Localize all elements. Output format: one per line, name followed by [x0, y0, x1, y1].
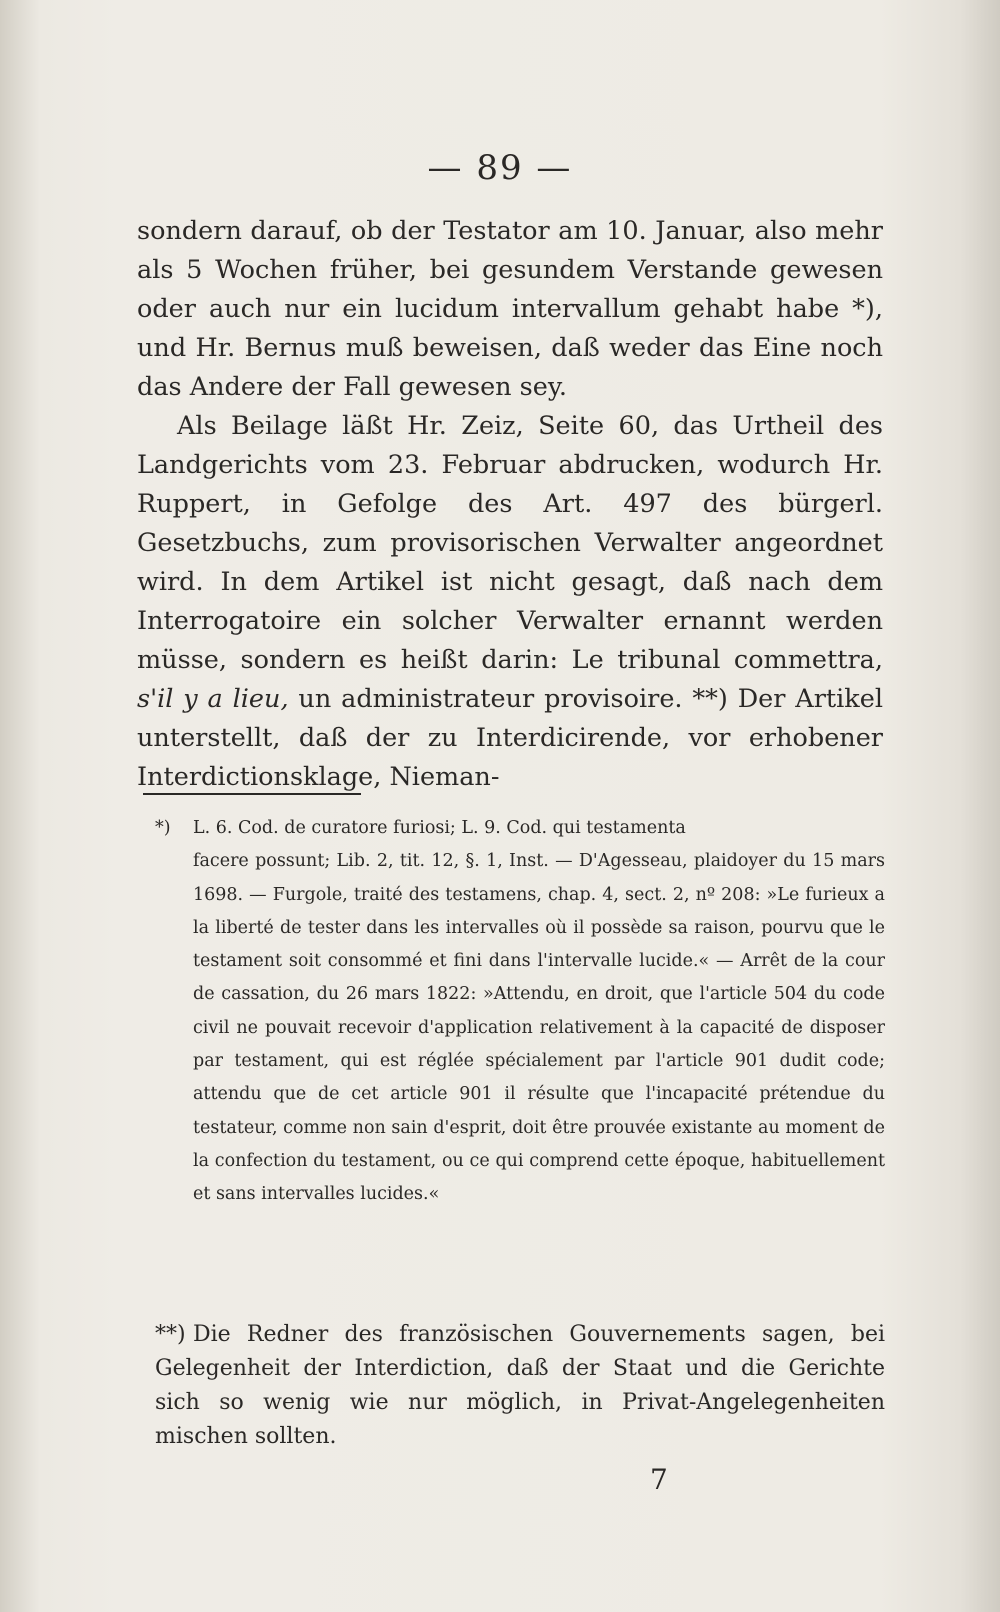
- footnote-divider: [143, 793, 361, 795]
- paragraph-2-part-a: Als Beilage läßt Hr. Zeiz, Seite 60, das Urtheil des Landgerichts vom 23. Februar abdrucken, wodurch Hr. Ruppert, in Gefolge des Art. 497 des bürgerl. Gesetzbuchs, zum provisorischen Verwalter angeordnet wird. In dem Artikel ist nicht gesagt, daß nach dem Interrogatoire ein solcher Verwalter ernannt werden müsse, sondern es heißt darin: Le tribunal commettra,: [137, 411, 883, 675]
- footnote-2-text: Die Redner des französischen Gouvernements sagen, bei Gelegenheit der Interdiction, daß der Staat und die Gerichte sich so wenig wie nur möglich, in Privat-Angelegenheiten mischen sollten.: [155, 1322, 885, 1449]
- footnote-2: [155, 1318, 885, 1454]
- footnote-1-first: L. 6. Cod. de curatore furiosi; L. 9. Cod. qui testamenta: [193, 818, 686, 838]
- footnote-1-mark: *): [155, 818, 171, 838]
- footnote-1: [155, 812, 885, 1212]
- main-text: [137, 212, 883, 797]
- footnote-1-first-line: [155, 812, 885, 845]
- paragraph-2-italic: s'il y a lieu,: [137, 684, 289, 714]
- page-number: — 89 —: [427, 148, 573, 188]
- paragraph-2: [137, 407, 883, 797]
- footnote-2-mark: **): [155, 1322, 186, 1347]
- footnote-1-rest: facere possunt; Lib. 2, tit. 12, §. 1, Inst. — D'Agesseau, plaidoyer du 15 mars 1698. — Furgole, traité des testamens, chap. 4, sect. 2, nº 208: »Le furieux a la liberté de tester dans les intervalles où il possède sa raison, pourvu que le testament soit consommé et fini dans l'intervalle lucide.« — Arrêt de la cour de cassation, du 26 mars 1822: »Attendu, en droit, que l'article 504 du code civil ne pouvait recevoir d'application relativement à la capacité de disposer par testament, qui est réglée spécialement par l'article 901 dudit code; attendu que de cet article 901 il résulte que l'incapacité prétendue du testateur, comme non sain d'esprit, doit être prouvée existante au moment de la confection du testament, ou ce qui comprend cette époque, habituellement et sans intervalles lucides.«: [193, 851, 885, 1205]
- paragraph-2-part-b: un administrateur provisoire. **) Der Artikel unterstellt, daß der zu Interdicirende, vor erhobener Interdictionsklage, Nieman-: [137, 684, 884, 792]
- signature-mark: 7: [650, 1463, 668, 1496]
- paragraph-1: sondern darauf, ob der Testator am 10. Januar, also mehr als 5 Wochen früher, bei gesundem Verstande gewesen oder auch nur ein lucidum intervallum gehabt habe *), und Hr. Bernus muß beweisen, daß weder das Eine noch das Andere der Fall gewesen sey.: [137, 216, 883, 402]
